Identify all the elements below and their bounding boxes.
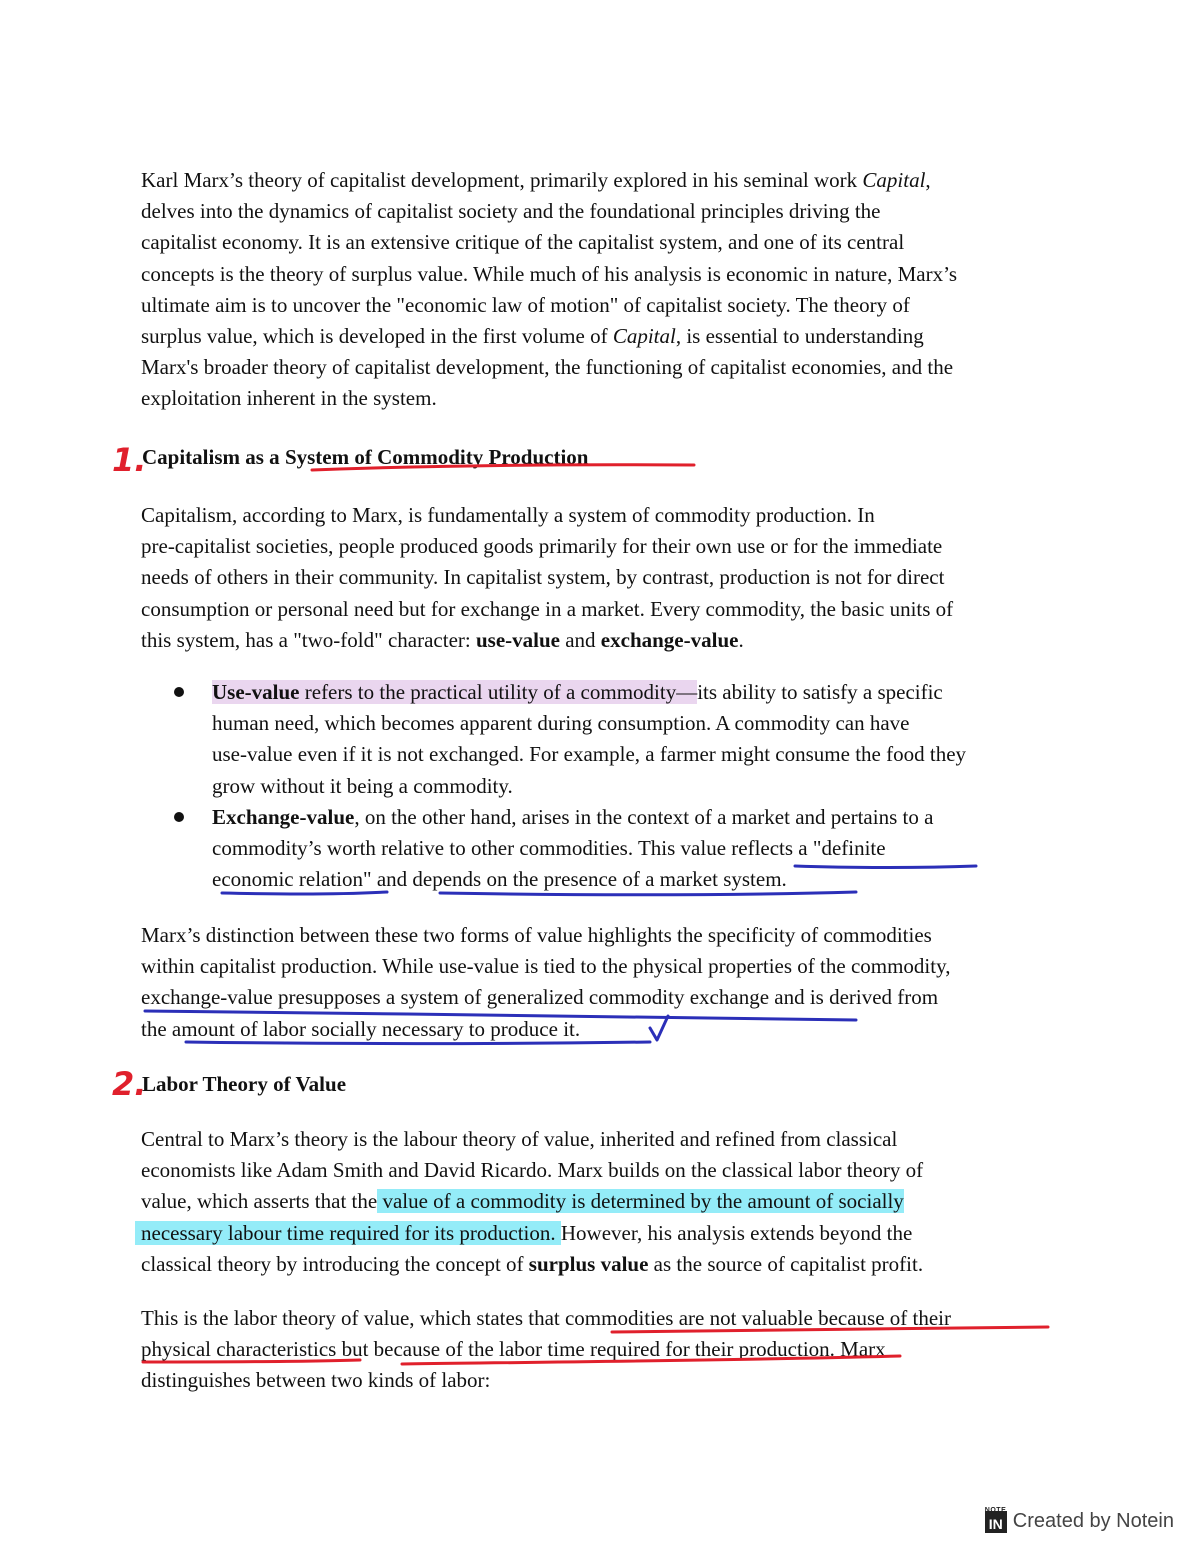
s1p2-line-2: within capitalist production. While use-value is tied to the physical properties of the commodity, — [141, 954, 951, 979]
section-1-paragraph — [141, 500, 1081, 656]
list-item-use-value: Use-value refers to the practical utility of a commodity—its ability to satisfy a specific human need, which becomes apparent during consumption. A commodity can have use-value even if it is not exchanged. For example, a farmer might consume the food they grow without it being a commodity. — [212, 677, 1082, 802]
section-2-paragraph — [141, 1124, 1081, 1280]
section-1-heading: Capitalism as a System of Commodity Production — [142, 445, 589, 469]
intro-line-6: surplus value, which is developed in the first volume of Capital, is essential to understanding — [141, 323, 924, 348]
bullet-dot — [174, 812, 184, 822]
intro-line-8: exploitation inherent in the system. — [141, 386, 437, 411]
intro-line-5: ultimate aim is to uncover the "economic law of motion" of capitalist society. The theory of — [141, 292, 910, 317]
intro-paragraph — [141, 165, 1081, 415]
intro-line-4: concepts is the theory of surplus value. While much of his analysis is economic in nature, Marx’s — [141, 261, 958, 286]
bullet-dot — [174, 687, 184, 697]
list-item-exchange-value: Exchange-value, on the other hand, arises in the context of a market and pertains to a commodity’s worth relative to other commodities. This value reflects a "definite economic relation" and depends on the presence of a market system. — [212, 802, 1082, 896]
s2-line-1: Central to Marx’s theory is the labour theory of value, inherited and refined from classical — [141, 1127, 898, 1151]
s1p2-line-4: the amount of labor socially necessary to produce it. — [141, 1016, 581, 1041]
value-bullet-list — [212, 677, 1082, 895]
s1-line-2: pre-capitalist societies, people produced goods primarily for their own use or for the immediate — [141, 534, 943, 559]
notein-logo-icon: NOTE IN — [984, 1506, 1007, 1532]
notein-watermark — [984, 1506, 1174, 1533]
intro-line-1: Karl Marx’s theory of capitalist development, primarily explored in his seminal work Capital, — [141, 168, 931, 192]
section-2-handwritten-number: 2. — [112, 1065, 147, 1103]
s1p2-line-1: Marx’s distinction between these two forms of value highlights the specificity of commodities — [141, 923, 932, 947]
intro-line-2: delves into the dynamics of capitalist society and the foundational principles driving the — [141, 199, 881, 224]
section-2-paragraph-2 — [141, 1303, 1081, 1397]
s1-line-5: this system, has a "two-fold" character: use-value and exchange-value. — [141, 627, 744, 652]
s2p2-line-1: This is the labor theory of value, which states that commodities are not valuable because of their — [141, 1306, 951, 1330]
s2-line-3: value, which asserts that the value of a commodity is determined by the amount of socially — [141, 1189, 904, 1214]
s1-line-1: Capitalism, according to Marx, is fundamentally a system of commodity production. In — [141, 503, 875, 527]
s1-line-4: consumption or personal need but for exchange in a market. Every commodity, the basic units of — [141, 596, 954, 621]
watermark-text: Created by Notein — [1012, 1510, 1174, 1532]
s2p2-line-2: physical characteristics but because of the labor time required for their production. Marx — [141, 1337, 886, 1362]
intro-line-3: capitalist economy. It is an extensive critique of the capitalist system, and one of its central — [141, 230, 905, 255]
s2-line-4: necessary labour time required for its production. However, his analysis extends beyond the — [141, 1218, 1081, 1249]
section-2-heading: Labor Theory of Value — [142, 1072, 347, 1096]
s1p2-line-3: exchange-value presupposes a system of generalized commodity exchange and is derived from — [141, 985, 939, 1010]
s2p2-line-3: distinguishes between two kinds of labor: — [141, 1368, 491, 1393]
intro-line-7: Marx's broader theory of capitalist development, the functioning of capitalist economies, and the — [141, 355, 954, 380]
section-1-paragraph-2 — [141, 920, 1081, 1045]
s2-line-5: classical theory by introducing the concept of surplus value as the source of capitalist profit. — [141, 1251, 924, 1276]
section-1-handwritten-number: 1. — [112, 441, 147, 479]
s1-line-3: needs of others in their community. In capitalist system, by contrast, production is not for direct — [141, 565, 945, 590]
s2-line-2: economists like Adam Smith and David Ricardo. Marx builds on the classical labor theory of — [141, 1158, 924, 1183]
